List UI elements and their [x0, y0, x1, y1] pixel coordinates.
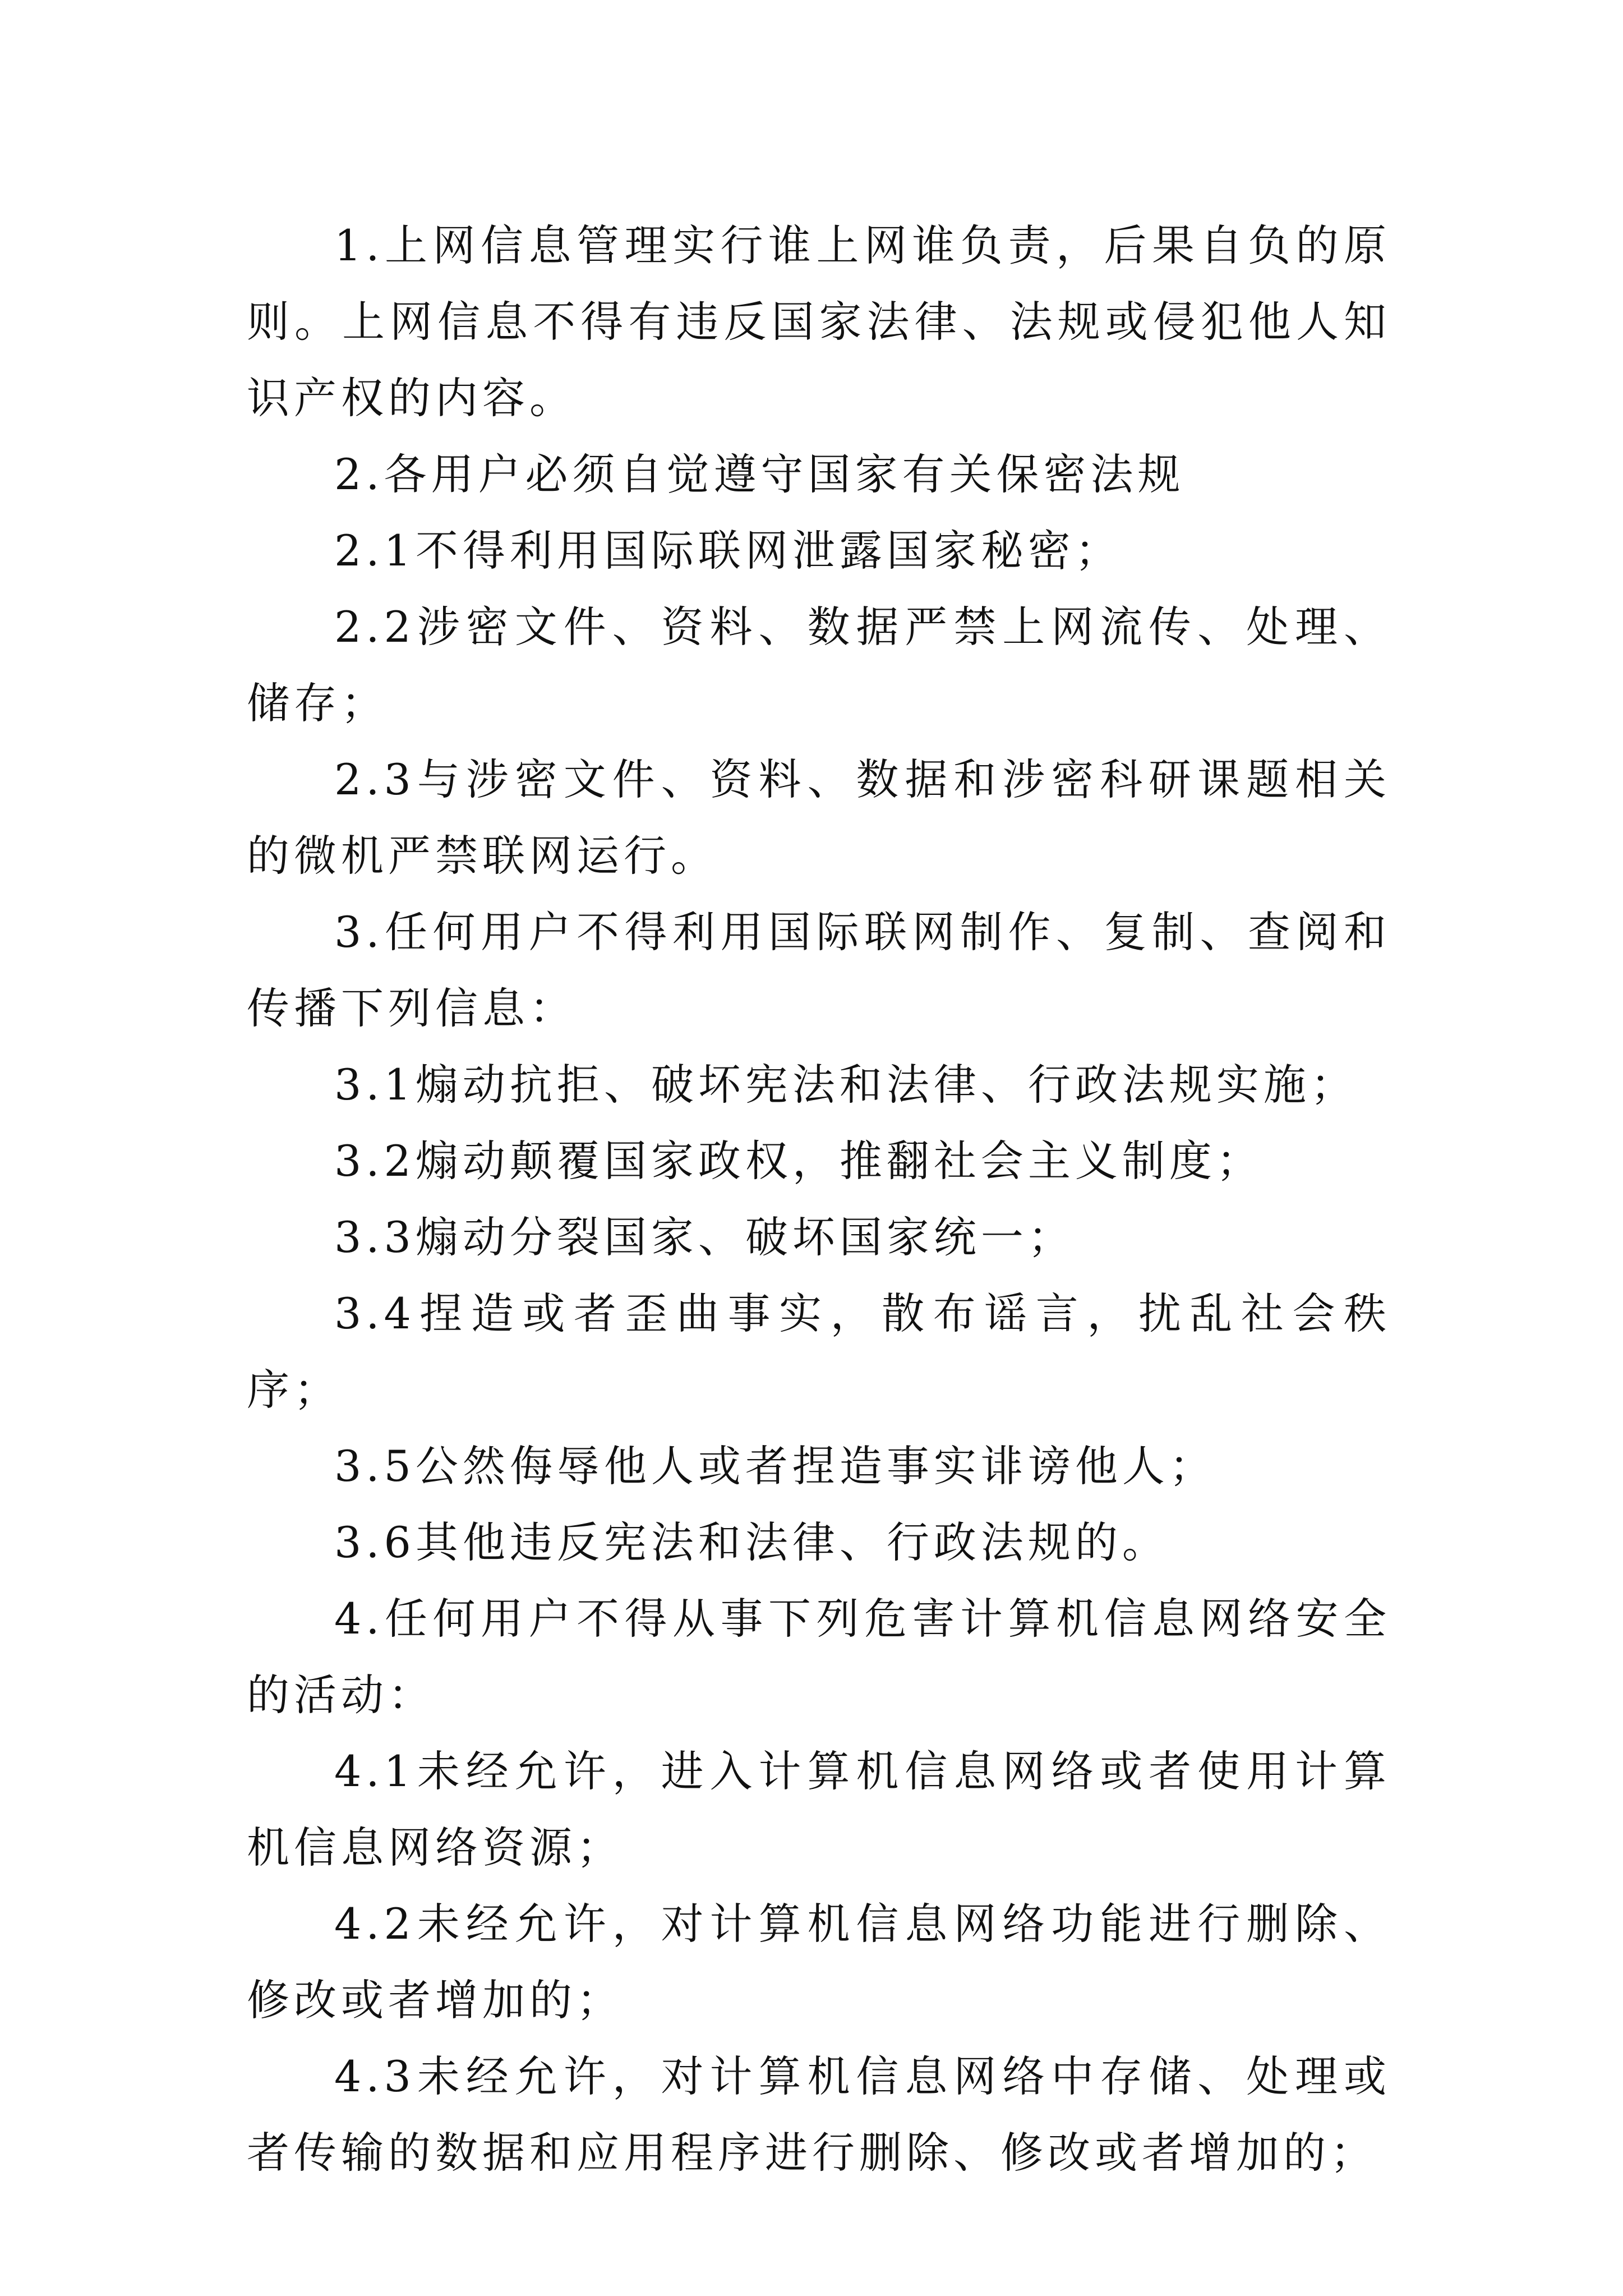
paragraph-2-3: 2.3与涉密文件、资料、数据和涉密科研课题相关的微机严禁联网运行。	[247, 754, 1391, 881]
document-body	[247, 208, 1391, 2191]
paragraph-4-1: 4.1未经允许，进入计算机信息网络或者使用计算机信息网络资源；	[247, 1746, 1391, 1872]
paragraph-3-6: 3.6其他违反宪法和法律、行政法规的。	[334, 1517, 1169, 1567]
paragraph-3: 3.任何用户不得利用国际联网制作、复制、查阅和传播下列信息：	[247, 907, 1391, 1033]
paragraph-3-3: 3.3煽动分裂国家、破坏国家统一；	[334, 1212, 1075, 1262]
paragraph-4-2: 4.2未经允许，对计算机信息网络功能进行删除、修改或者增加的；	[247, 1899, 1391, 2025]
paragraph-1: 1.上网信息管理实行谁上网谁负责，后果自负的原则。上网信息不得有违反国家法律、法规或侵犯他人知识产权的内容。	[247, 220, 1391, 423]
paragraph-3-1: 3.1煽动抗拒、破坏宪法和法律、行政法规实施；	[334, 1060, 1358, 1110]
paragraph-4-3: 4.3未经允许，对计算机信息网络中存储、处理或者传输的数据和应用程序进行删除、修改或者增加的；	[247, 2051, 1391, 2178]
paragraph-4: 4.任何用户不得从事下列危害计算机信息网络安全的活动：	[247, 1594, 1391, 1720]
paragraph-2: 2.各用户必须自觉遵守国家有关保密法规	[334, 449, 1185, 499]
paragraph-3-4: 3.4捏造或者歪曲事实，散布谣言，扰乱社会秩序；	[247, 1289, 1391, 1415]
paragraph-3-5: 3.5公然侮辱他人或者捏造事实诽谤他人；	[334, 1441, 1216, 1491]
paragraph-2-1: 2.1不得利用国际联网泄露国家秘密；	[334, 526, 1122, 576]
paragraph-3-2: 3.2煽动颠覆国家政权，推翻社会主义制度；	[334, 1136, 1264, 1186]
paragraph-2-2: 2.2涉密文件、资料、数据严禁上网流传、处理、储存；	[247, 602, 1391, 728]
